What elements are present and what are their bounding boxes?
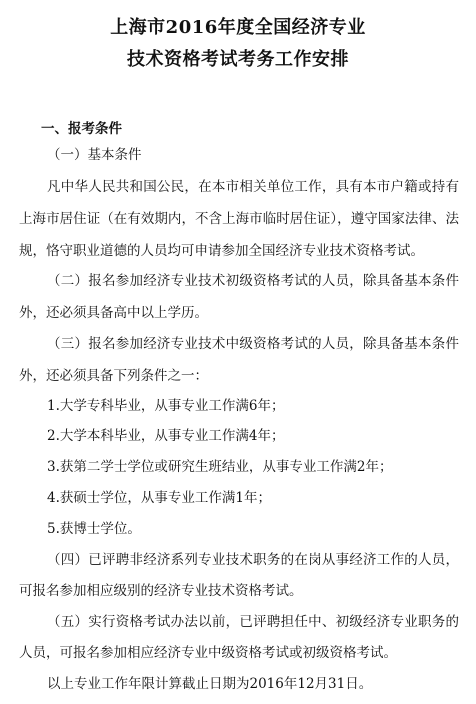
basic-conditions-line-2: 上海市居住证（在有效期内，不含上海市临时居住证），遵守国家法律、法 — [19, 211, 459, 227]
intermediate-exam-conditions-line-2: 外，还必须具备下列条件之一： — [19, 368, 208, 384]
condition-item-5: 5.获博士学位。 — [47, 521, 141, 537]
condition-item-3: 3.获第二学士学位或研究生班结业，从事专业工作满2年； — [47, 459, 393, 475]
basic-conditions-line-1: 凡中华人民共和国公民，在本市相关单位工作，具有本市户籍或持有 — [47, 179, 459, 195]
document-title-line-1: 上海市2016年度全国经济专业 — [110, 17, 366, 38]
junior-exam-conditions-line-1: （二）报名参加经济专业技术初级资格考试的人员，除具备基本条件 — [47, 273, 459, 289]
junior-exam-conditions-line-2: 外，还必须具备高中以上学历。 — [19, 305, 208, 321]
non-economic-staff-line-1: （四）已评聘非经济系列专业技术职务的在岗从事经济工作的人员， — [47, 552, 459, 568]
condition-item-1: 1.大学专科毕业，从事专业工作满6年； — [47, 398, 285, 414]
condition-item-4: 4.获硕士学位，从事专业工作满1年； — [47, 490, 271, 506]
condition-item-2: 2.大学本科毕业，从事专业工作满4年； — [47, 428, 285, 444]
pre-exam-staff-line-1: （五）实行资格考试办法以前，已评聘担任中、初级经济专业职务的 — [47, 614, 459, 630]
non-economic-staff-line-2: 可报名参加相应级别的经济专业技术资格考试。 — [19, 583, 303, 599]
document-title-line-2: 技术资格考试考务工作安排 — [127, 49, 349, 70]
basic-conditions-line-3: 规，恪守职业道德的人员均可申请参加全国经济专业技术资格考试。 — [19, 243, 424, 259]
pre-exam-staff-line-2: 人员，可报名参加相应经济专业中级资格考试或初级资格考试。 — [19, 645, 397, 661]
intermediate-exam-conditions-line-1: （三）报名参加经济专业技术中级资格考试的人员，除具备基本条件 — [47, 336, 459, 352]
deadline-note: 以上专业工作年限计算截止日期为2016年12月31日。 — [47, 676, 373, 692]
subsection-heading-basic-conditions: （一）基本条件 — [47, 147, 142, 163]
section-heading-registration-conditions: 一、报考条件 — [41, 121, 122, 137]
